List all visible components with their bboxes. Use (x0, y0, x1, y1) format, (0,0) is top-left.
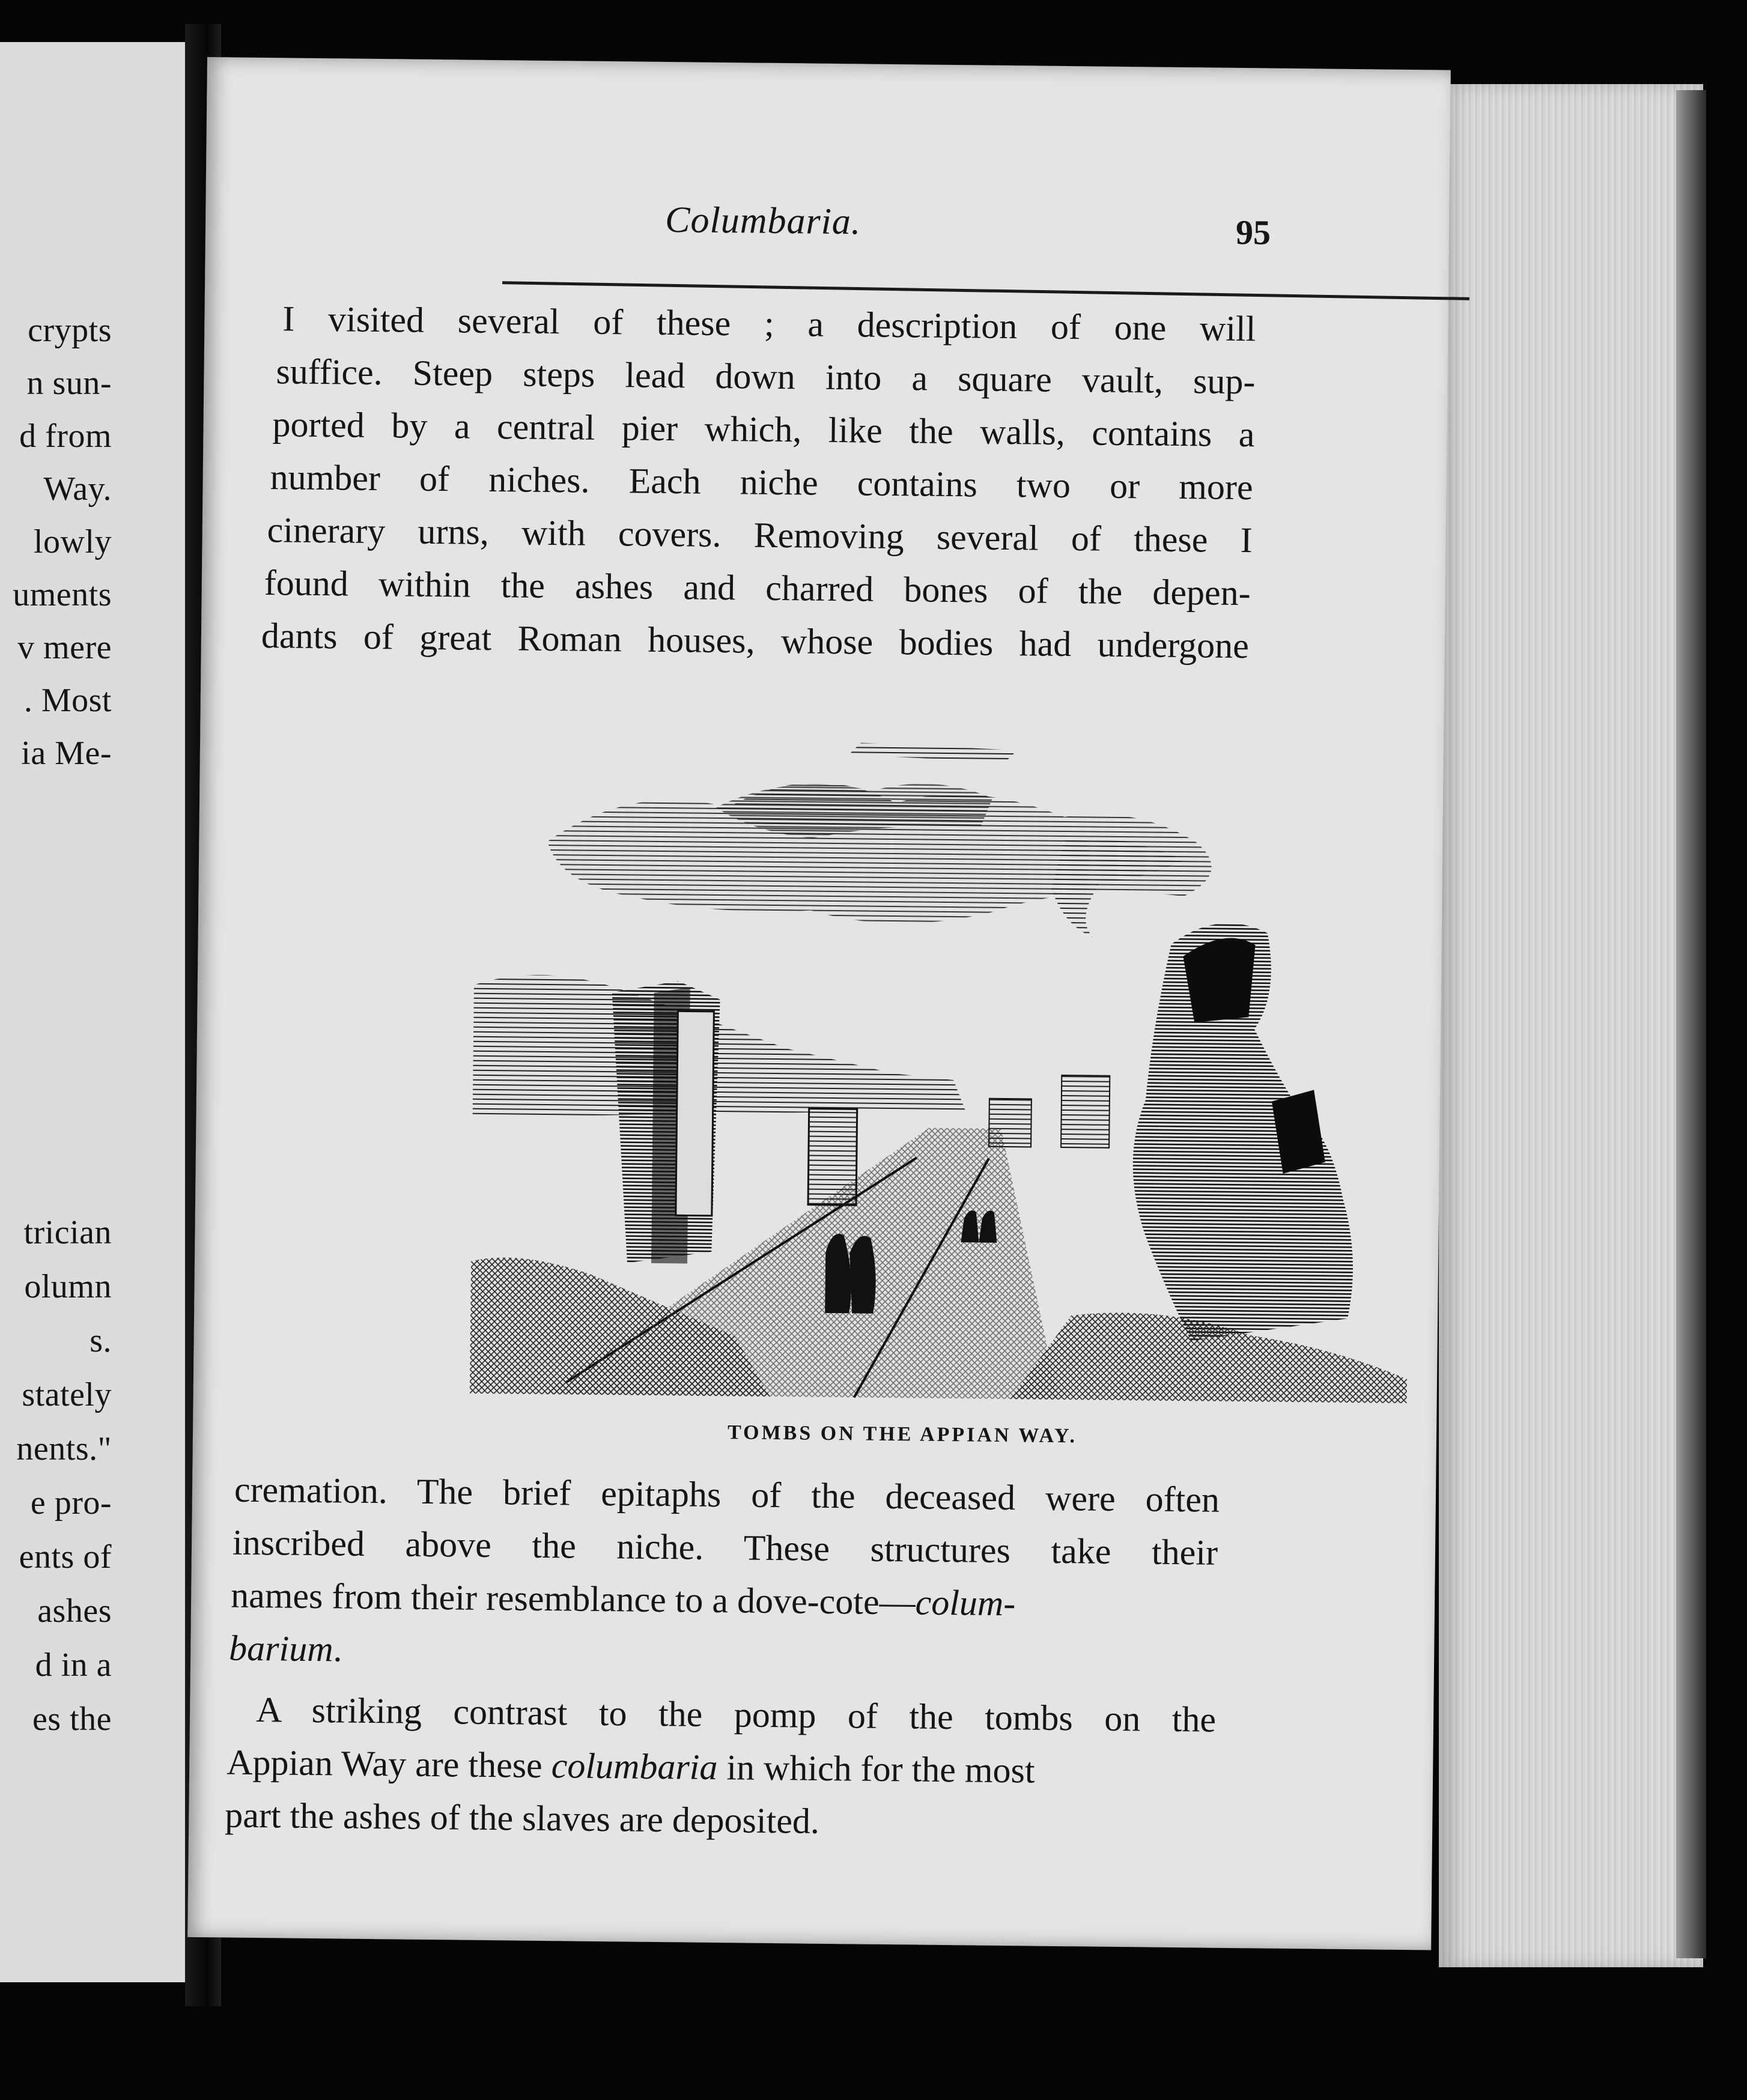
left-line: s. (90, 1322, 112, 1359)
header-rule (502, 281, 1469, 300)
left-line: nents." (16, 1430, 112, 1467)
left-line: e pro- (30, 1484, 112, 1522)
left-line: n sun- (26, 365, 112, 402)
body-line: cremation. The brief epitaphs of the deceased were often (234, 1469, 1220, 1520)
left-page (0, 42, 185, 1982)
engraving-tombs-appian-way (470, 733, 1426, 1415)
body-text: Appian Way are these (226, 1742, 552, 1786)
left-line: ashes (37, 1592, 112, 1630)
body-line (226, 1741, 1216, 1793)
italic-text: barium (228, 1628, 333, 1669)
left-line: uments (13, 576, 112, 613)
page-edge-shadow (1676, 90, 1706, 1958)
body-line: inscribed above the niche. These structures take their (232, 1522, 1218, 1573)
body-line: A striking contrast to the pomp of the tombs on the (255, 1690, 1217, 1740)
figure-caption: TOMBS ON THE APPIAN WAY. (727, 1421, 1078, 1448)
page-number: 95 (1235, 212, 1271, 252)
body-text: . (333, 1629, 342, 1669)
left-line: . Most (23, 682, 112, 719)
body-line: suffice. Steep steps lead down into a square vault, sup- (276, 351, 1256, 402)
left-line: d from (19, 417, 112, 455)
body-line: ported by a central pier which, like the walls, contains a (272, 404, 1255, 455)
page-edges (1439, 84, 1703, 1967)
body-line: dants of great Roman houses, whose bodies had undergone (261, 615, 1250, 666)
left-line: lowly (33, 523, 112, 560)
body-line (231, 1575, 1218, 1627)
left-line: v mere (17, 629, 112, 666)
body-line (229, 1628, 590, 1673)
italic-text: colum- (915, 1582, 1016, 1624)
italic-text: columbaria (551, 1746, 718, 1788)
body-line: part the ashes of the slaves are deposited. (225, 1795, 820, 1841)
left-line: es the (32, 1701, 112, 1738)
body-line: I visited several of these ; a description of one will (282, 299, 1256, 349)
right-page (187, 57, 1451, 1950)
left-line: ia Me- (21, 735, 112, 772)
left-line: Way. (43, 470, 112, 508)
body-text: in which for the most (717, 1747, 1036, 1791)
left-line: ents of (19, 1538, 112, 1576)
left-line: stately (22, 1376, 112, 1413)
body-text: names from their resemblance to a dove-cote— (230, 1575, 916, 1622)
body-line: found within the ashes and charred bones of the depen- (264, 563, 1251, 613)
left-line: crypts (28, 312, 112, 349)
body-line: cinerary urns, with covers. Removing several of these I (267, 510, 1253, 560)
left-line: olumn (24, 1268, 112, 1305)
body-line: number of niches. Each niche contains two or more (270, 457, 1253, 508)
left-line: trician (23, 1214, 112, 1251)
left-line: d in a (35, 1646, 112, 1684)
running-title: Columbaria. (664, 199, 861, 243)
